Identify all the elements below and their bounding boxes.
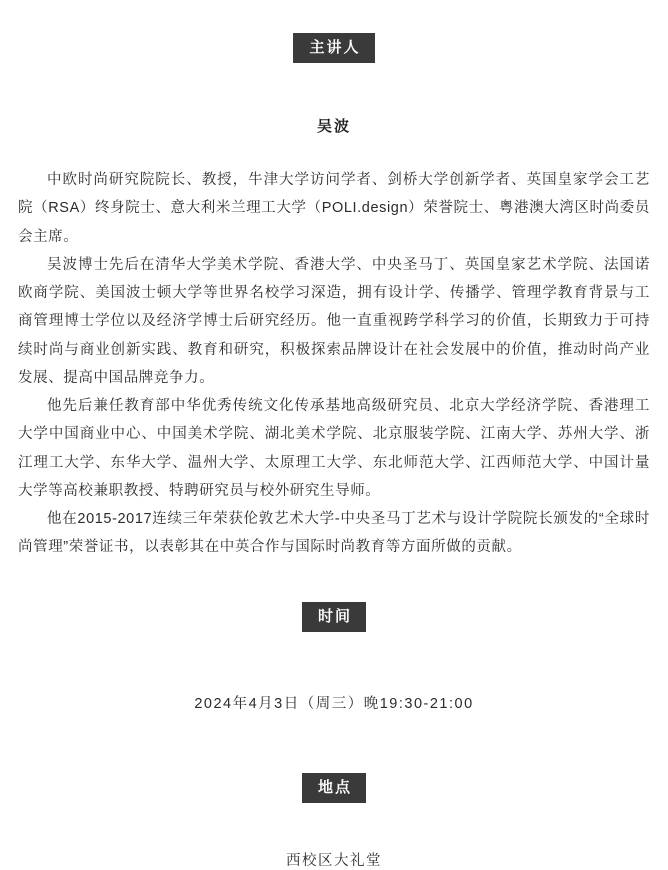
place-value: 西校区大礼堂 <box>286 852 382 869</box>
spacer-top <box>18 0 650 33</box>
place-badge-row <box>18 773 650 803</box>
spacer-before-place-badge <box>18 713 650 773</box>
section-badge-time: 时间 <box>302 602 366 632</box>
paragraph-2: 吴波博士先后在清华大学美术学院、香港大学、中央圣马丁、英国皇家艺术学院、法国诺欧商学院、美国波士顿大学等世界名校学习深造，拥有设计学、传播学、管理学教育背景与工商管理博士学位以及经济学博士后研究经历。他一直重视跨学科学习的价值，长期致力于可持续时尚与商业创新实践、教育和研究，积极探索品牌设计在社会发展中的价值，推动时尚产业发展、提高中国品牌竞争力。 <box>18 256 650 386</box>
spacer-after-speaker-badge <box>18 63 650 115</box>
spacer-before-time-badge <box>18 562 650 602</box>
speaker-name: 吴波 <box>316 118 351 135</box>
time-value: 2024年4月3日（周三）晚19:30-21:00 <box>194 695 474 712</box>
time-badge-row <box>18 602 650 632</box>
paragraph-1: 中欧时尚研究院院长、教授，牛津大学访问学者、剑桥大学创新学者、英国皇家学会工艺院（RSA）终身院士、意大利米兰理工大学（POLI.design）荣誉院士、粤港澳大湾区时尚委员会主席。 <box>18 172 650 245</box>
section-badge-speaker: 主讲人 <box>293 33 374 63</box>
section-badge-place: 地点 <box>302 773 366 803</box>
paragraph-4: 他在2015-2017连续三年荣获伦敦艺术大学-中央圣马丁艺术与设计学院院长颁发的“全球时尚管理”荣誉证书，以表彰其在中英合作与国际时尚教育等方面所做的贡献。 <box>18 511 650 556</box>
paragraph-3: 他先后兼任教育部中华优秀传统文化传承基地高级研究员、北京大学经济学院、香港理工大学中国商业中心、中国美术学院、湖北美术学院、北京服装学院、江南大学、苏州大学、浙江理工大学、东华大学、温州大学、太原理工大学、东北师范大学、江西师范大学、中国计量大学等高校兼职教授、特聘研究员与校外研究生导师。 <box>18 398 650 499</box>
spacer-after-time-badge <box>18 632 650 692</box>
spacer-after-place-badge <box>18 803 650 849</box>
speaker-badge-row <box>18 33 650 63</box>
spacer-after-speaker-name <box>18 136 650 166</box>
